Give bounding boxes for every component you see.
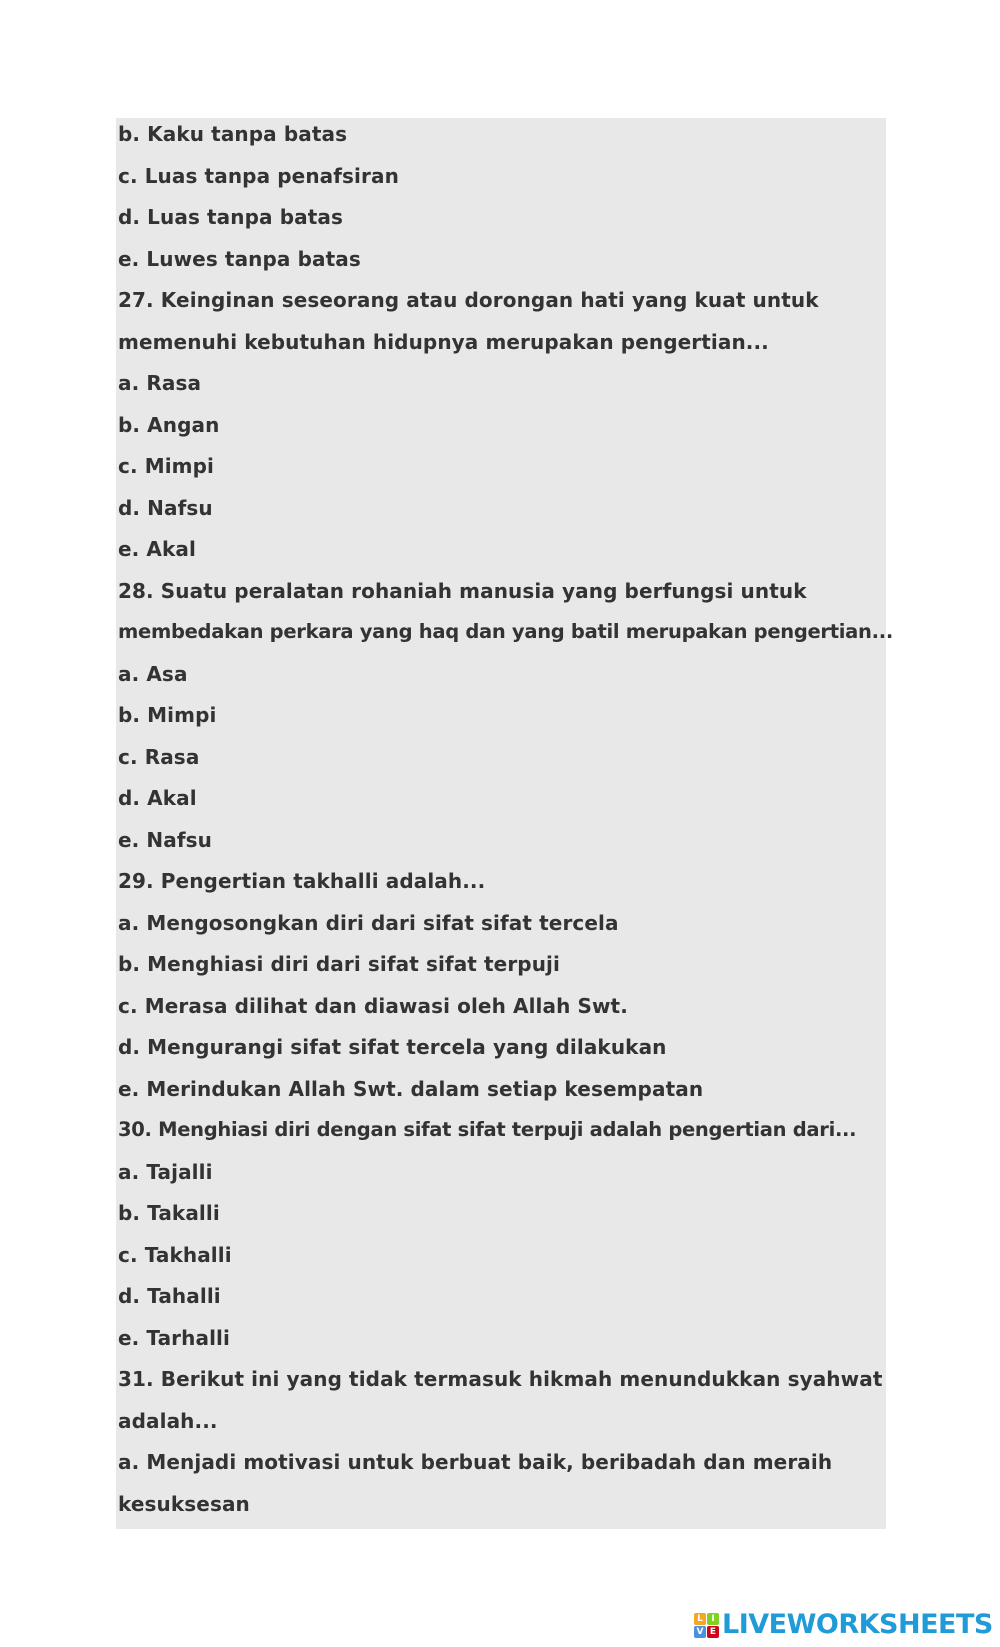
option-a: a. Menjadi motivasi untuk berbuat baik, beribadah dan meraih	[118, 1450, 833, 1474]
option-b: b. Mimpi	[118, 703, 217, 727]
option-b: b. Angan	[118, 412, 220, 437]
option-b: b. Takalli	[118, 1201, 220, 1225]
option-e: e. Akal	[118, 537, 196, 561]
option-a: a. Mengosongkan diri dari sifat sifat tercela	[118, 910, 619, 935]
option-e: e. Tarhalli	[118, 1325, 230, 1350]
question-29-text: 29. Pengertian takhalli adalah...	[118, 869, 486, 893]
option-d: d. Tahalli	[118, 1284, 221, 1308]
option-a: a. Rasa	[118, 371, 202, 395]
liveworksheets-mark-icon	[694, 1613, 719, 1638]
text-line: c. Luas tanpa penafsiran	[118, 163, 399, 188]
question-31-text: adalah...	[118, 1408, 218, 1433]
logo-mark-letter: E	[707, 1626, 719, 1638]
option-c: c. Mimpi	[118, 454, 214, 478]
option-a: kesuksesan	[118, 1491, 250, 1516]
option-c: c. Merasa dilihat dan diawasi oleh Allah Swt.	[118, 993, 628, 1018]
logo-text: LIVEWORKSHEETS	[722, 1609, 993, 1640]
option-e: e. Nafsu	[118, 827, 213, 852]
liveworksheets-logo	[694, 1610, 993, 1640]
question-27-text: 27. Keinginan seseorang atau dorongan hati yang kuat untuk	[118, 288, 819, 312]
question-27-text: memenuhi kebutuhan hidupnya merupakan pengertian...	[118, 329, 769, 354]
worksheet-page	[116, 118, 893, 1529]
logo-mark-letter: L	[694, 1613, 706, 1625]
text-line: b. Kaku tanpa batas	[118, 122, 348, 146]
text-line: e. Luwes tanpa batas	[118, 246, 361, 271]
text-line: d. Luas tanpa batas	[118, 205, 343, 229]
option-c: c. Takhalli	[118, 1242, 232, 1267]
option-e: e. Merindukan Allah Swt. dalam setiap kesempatan	[118, 1076, 704, 1101]
question-30-text: 30. Menghiasi diri dengan sifat sifat terpuji adalah pengertian dari...	[118, 1118, 857, 1141]
question-31-text: 31. Berikut ini yang tidak termasuk hikmah menundukkan syahwat	[118, 1367, 883, 1391]
option-d: d. Nafsu	[118, 495, 213, 520]
option-d: d. Akal	[118, 786, 197, 810]
option-d: d. Mengurangi sifat sifat tercela yang dilakukan	[118, 1035, 667, 1059]
option-b: b. Menghiasi diri dari sifat sifat terpuji	[118, 952, 560, 976]
question-28-text: membedakan perkara yang haq dan yang batil merupakan pengertian...	[118, 620, 893, 643]
option-a: a. Asa	[118, 661, 188, 686]
option-c: c. Rasa	[118, 744, 200, 769]
logo-mark-letter: V	[694, 1626, 706, 1638]
option-a: a. Tajalli	[118, 1159, 213, 1184]
question-28-text: 28. Suatu peralatan rohaniah manusia yang berfungsi untuk	[118, 578, 807, 603]
logo-mark-letter: I	[707, 1613, 719, 1625]
